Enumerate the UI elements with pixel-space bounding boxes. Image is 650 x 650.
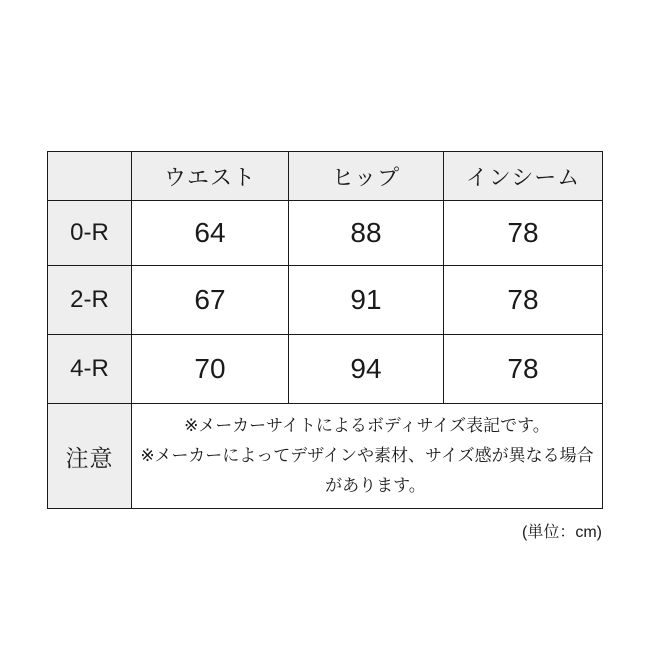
table-row-size-4r [48,335,603,404]
row-label-4r: 4-R [48,335,132,404]
column-header-waist: ウエスト [132,152,289,201]
cell-0r-inseam: 78 [444,201,603,266]
note-line-2: ※メーカーによってデザインや素材、サイズ感が異なる場合があります。 [140,446,594,495]
cell-4r-hip: 94 [289,335,444,404]
corner-cell [48,152,132,201]
note-line-1: ※メーカーサイトによるボディサイズ表記です。 [184,416,550,435]
table-row-size-0r [48,201,603,266]
cell-2r-waist: 67 [132,266,289,335]
cell-0r-waist: 64 [132,201,289,266]
cell-4r-inseam: 78 [444,335,603,404]
table-row-size-2r [48,266,603,335]
size-table [47,151,603,509]
cell-4r-waist: 70 [132,335,289,404]
cell-0r-hip: 88 [289,201,444,266]
header-row [48,152,603,201]
notes-row-label: 注意 [48,404,132,509]
cell-2r-inseam: 78 [444,266,603,335]
notes-cell [132,404,603,509]
column-header-inseam: インシーム [444,152,603,201]
column-header-hip: ヒップ [289,152,444,201]
row-label-0r: 0-R [48,201,132,266]
size-chart [47,151,602,542]
notes-row [48,404,603,509]
unit-label: (単位：cm) [522,524,602,541]
row-label-2r: 2-R [48,266,132,335]
cell-2r-hip: 91 [289,266,444,335]
